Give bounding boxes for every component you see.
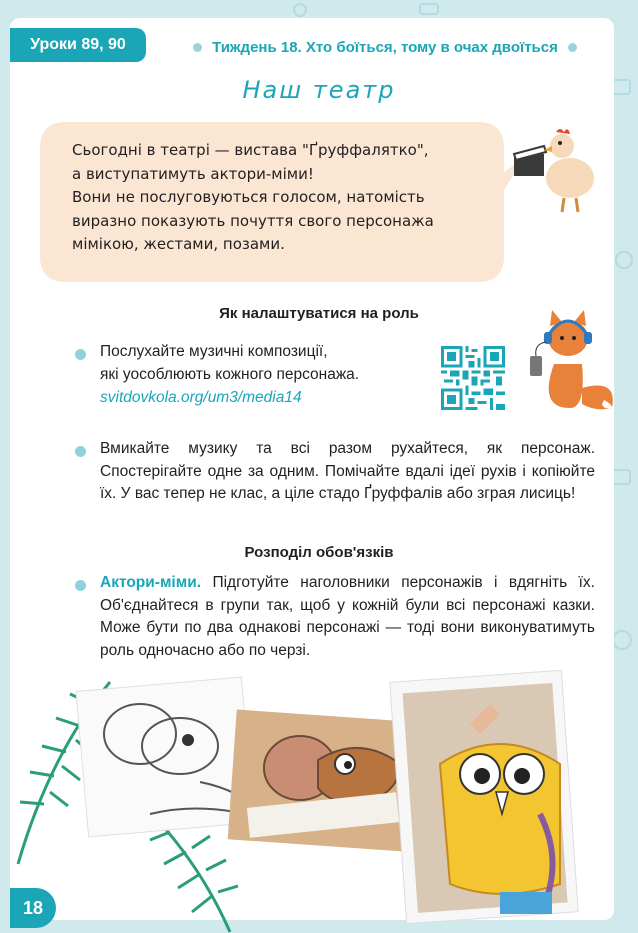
- week-header: [170, 37, 600, 57]
- headband-photos: [0, 664, 638, 933]
- mouse-sketch-photo: [76, 677, 254, 837]
- week-label: Тиждень 18. Хто боїться, тому в очах двоїться: [212, 38, 558, 56]
- intro-line: мімікою, жестами, позами.: [72, 235, 285, 253]
- hen-illustration: [512, 124, 600, 216]
- bullet-icon: [75, 446, 86, 457]
- intro-line: а виступатимуть актори-міми!: [72, 164, 314, 183]
- intro-line: Сьогодні в театрі — вистава "Ґруффалятко",: [72, 141, 429, 159]
- media-link[interactable]: svitdovkola.org/um3/media14: [100, 389, 302, 406]
- dot-icon: [193, 43, 202, 52]
- actors-term: Актори-міми.: [100, 574, 202, 591]
- intro-line: Вони не послуговуються голосом, натомість: [72, 188, 425, 206]
- lesson-tab: [10, 28, 146, 62]
- dot-icon: [568, 43, 577, 52]
- lesson-label: Уроки 89, 90: [30, 36, 126, 53]
- page-number: [10, 888, 56, 928]
- listen-item: [100, 341, 430, 410]
- page-title: Наш театр: [242, 76, 396, 104]
- page-number-label: 18: [22, 897, 44, 918]
- fox-illustration: [524, 308, 620, 416]
- section-heading-duties: Розподіл обов'язків: [244, 544, 394, 561]
- actors-text: Підготуйте наголовники персонажів і вдягніть їх. Об'єднайтеся в групи так, щоб у кожній були всі персонажі казки. Може бути по два однакові персонажі — тоді вони виконуватимуть роль одночасно або по черзі.: [100, 574, 595, 659]
- intro-line: виразно показують почуття свого персонажа: [72, 211, 434, 230]
- listen-line: які уособлюють кожного персонажа.: [100, 365, 360, 383]
- intro-text: [72, 139, 492, 257]
- move-item-text: Вмикайте музику та всі разом рухайтеся, як персонаж. Спостерігайте одне за одним. Помічайте вдалі ідеї рухів і копіюйте їх. У вас тепер не клас, а ціле стадо Ґруффалів або зграя лисиць!: [100, 440, 595, 502]
- listen-line: Послухайте музичні композиції,: [100, 343, 328, 360]
- bullet-icon: [75, 349, 86, 360]
- qr-code-icon: [441, 346, 505, 410]
- section-heading-role: Як налаштуватися на роль: [219, 305, 419, 322]
- owl-headband-photo: [390, 670, 578, 923]
- bullet-icon: [75, 580, 86, 591]
- actors-item: [100, 572, 595, 662]
